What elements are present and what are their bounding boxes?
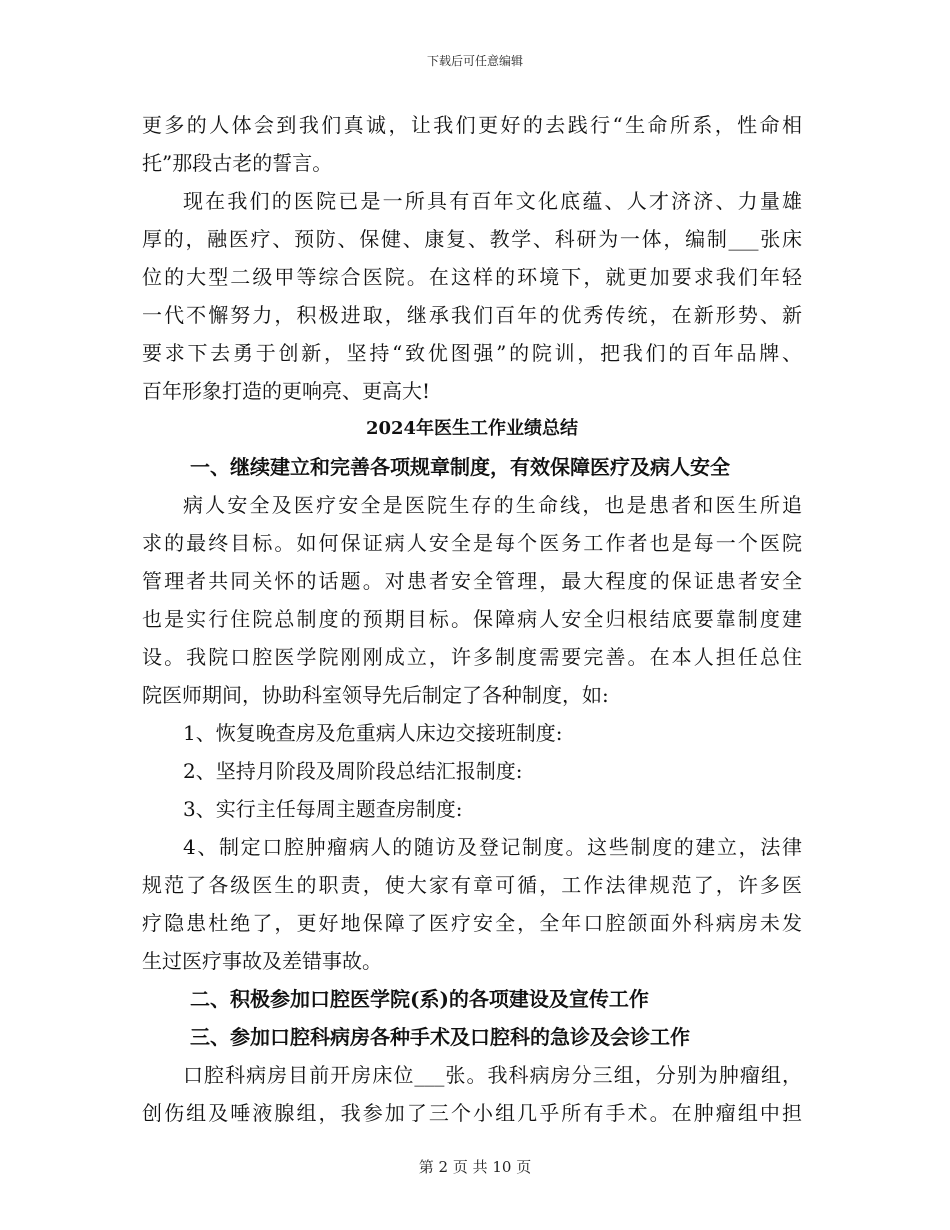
body-line: 百年形象打造的更响亮、更高大!	[142, 379, 431, 403]
page-footer: 第 2 页 共 10 页	[418, 1158, 532, 1176]
paragraph-first-line: 病人安全及医疗安全是医院生存的生命线，也是患者和医生所追	[183, 493, 802, 517]
list-item: 2、坚持月阶段及周阶段总结汇报制度:	[183, 759, 523, 783]
body-line: 设。我院口腔医学院刚刚成立，许多制度需要完善。在本人担任总住	[142, 645, 802, 669]
body-line: 托”那段古老的誓言。	[142, 151, 333, 175]
list-item: 1、恢复晚查房及危重病人床边交接班制度:	[183, 721, 563, 745]
body-line: 要求下去勇于创新，坚持“致优图强”的院训，把我们的百年品牌、	[142, 341, 802, 365]
body-line: 求的最终目标。如何保证病人安全是每个医务工作者也是每一个医院	[142, 531, 802, 555]
body-line: 生过医疗事故及差错事故。	[142, 949, 382, 973]
body-line: 位的大型二级甲等综合医院。在这样的环境下，就更加要求我们年轻	[142, 265, 802, 289]
body-line: 疗隐患杜绝了，更好地保障了医疗安全，全年口腔颌面外科病房未发	[142, 911, 802, 935]
section-heading: 二、积极参加口腔医学院(系)的各项建设及宣传工作	[190, 987, 649, 1011]
list-item: 3、实行主任每周主题查房制度:	[183, 797, 463, 821]
section-title: 2024年医生工作业绩总结	[365, 418, 579, 439]
body-line: 院医师期间，协助科室领导先后制定了各种制度，如:	[142, 683, 609, 707]
body-line: 一代不懈努力，积极进取，继承我们百年的优秀传统，在新形势、新	[142, 303, 802, 327]
page-header: 下载后可任意编辑	[426, 54, 523, 68]
body-line: 管理者共同关怀的话题。对患者安全管理，最大程度的保证患者安全	[142, 569, 802, 593]
document-body	[142, 106, 802, 1132]
body-line: 规范了各级医生的职责，使大家有章可循，工作法律规范了，许多医	[142, 873, 802, 897]
body-line: 创伤组及唾液腺组，我参加了三个小组几乎所有手术。在肿瘤组中担	[142, 1101, 802, 1125]
body-line: 也是实行住院总制度的预期目标。保障病人安全归根结底要靠制度建	[142, 607, 802, 631]
body-line: 更多的人体会到我们真诚，让我们更好的去践行“生命所系，性命相	[142, 113, 802, 137]
section-heading: 三、参加口腔科病房各种手术及口腔科的急诊及会诊工作	[190, 1025, 690, 1049]
paragraph-first-line: 现在我们的医院已是一所具有百年文化底蕴、人才济济、力量雄	[183, 189, 802, 213]
list-item: 4、制定口腔肿瘤病人的随访及登记制度。这些制度的建立，法律	[183, 835, 802, 859]
section-heading: 一、继续建立和完善各项规章制度，有效保障医疗及病人安全	[190, 455, 730, 479]
paragraph-first-line: 口腔科病房目前开房床位___张。我科病房分三组，分别为肿瘤组，	[183, 1063, 802, 1087]
body-line: 厚的，融医疗、预防、保健、康复、教学、科研为一体，编制___张床	[142, 227, 802, 251]
